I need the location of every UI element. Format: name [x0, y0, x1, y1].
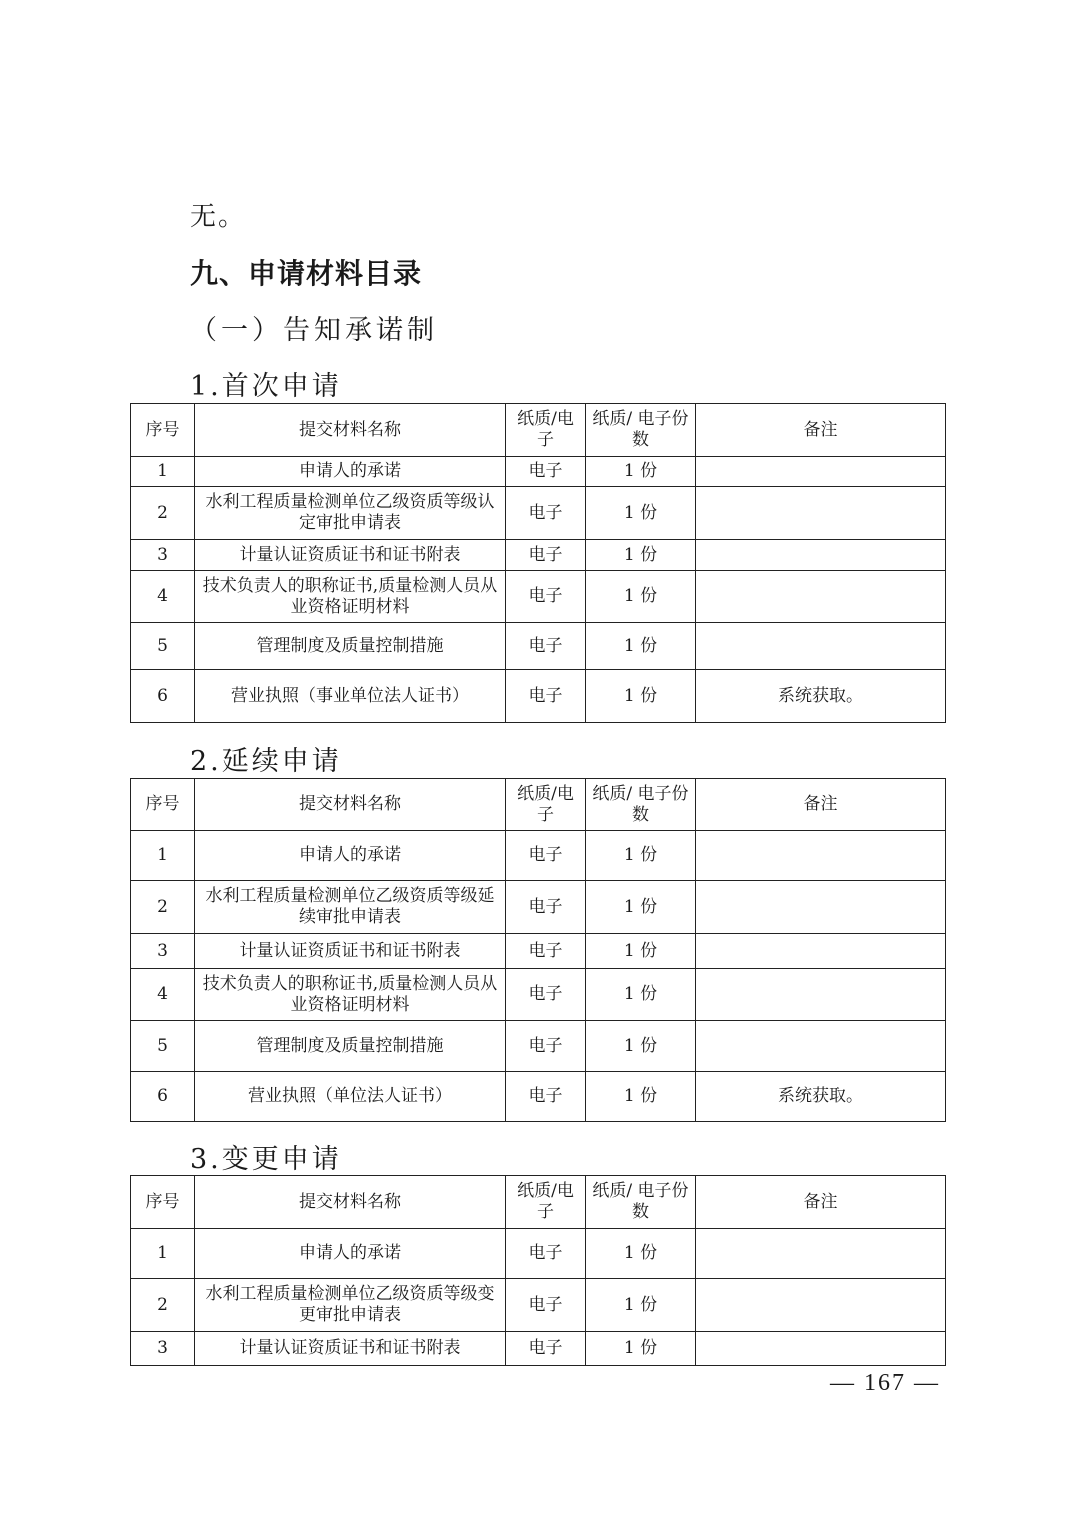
column-header: 提交材料名称 — [195, 1176, 506, 1229]
column-header: 备注 — [696, 779, 946, 831]
remark-cell — [696, 457, 946, 487]
materials-table-change — [130, 1175, 946, 1366]
format-cell: 电子 — [506, 487, 586, 540]
format-cell: 电子 — [506, 1332, 586, 1366]
subsection-heading: （一）告知承诺制 — [190, 315, 438, 346]
copies-cell: 1 份 — [586, 1332, 696, 1366]
seq-cell: 2 — [131, 881, 195, 934]
material-name-cell: 水利工程质量检测单位乙级资质等级认定审批申请表 — [195, 487, 506, 540]
seq-cell: 3 — [131, 1332, 195, 1366]
column-header: 纸质/ 电子份数 — [586, 404, 696, 457]
column-header: 序号 — [131, 779, 195, 831]
format-cell: 电子 — [506, 540, 586, 571]
format-cell: 电子 — [506, 1279, 586, 1332]
material-name-cell: 技术负责人的职称证书,质量检测人员从业资格证明材料 — [195, 571, 506, 623]
seq-cell: 3 — [131, 540, 195, 571]
remark-cell — [696, 540, 946, 571]
format-cell: 电子 — [506, 571, 586, 623]
seq-cell: 4 — [131, 571, 195, 623]
column-header: 提交材料名称 — [195, 404, 506, 457]
table-row — [131, 457, 946, 487]
table-row — [131, 934, 946, 969]
format-cell: 电子 — [506, 670, 586, 723]
column-header: 纸质/电子 — [506, 779, 586, 831]
table-row — [131, 487, 946, 540]
column-header: 纸质/ 电子份数 — [586, 779, 696, 831]
copies-cell: 1 份 — [586, 881, 696, 934]
remark-cell — [696, 623, 946, 670]
column-header: 纸质/电子 — [506, 1176, 586, 1229]
page-number: — 167 — — [830, 1370, 940, 1396]
copies-cell: 1 份 — [586, 1021, 696, 1072]
copies-cell: 1 份 — [586, 969, 696, 1021]
table-row — [131, 670, 946, 723]
column-header: 序号 — [131, 404, 195, 457]
column-header: 提交材料名称 — [195, 779, 506, 831]
format-cell: 电子 — [506, 831, 586, 881]
materials-table-renewal — [130, 778, 946, 1122]
table-row — [131, 1279, 946, 1332]
material-name-cell: 水利工程质量检测单位乙级资质等级变更审批申请表 — [195, 1279, 506, 1332]
material-name-cell: 营业执照（事业单位法人证书） — [195, 670, 506, 723]
table-row — [131, 1021, 946, 1072]
copies-cell: 1 份 — [586, 934, 696, 969]
remark-cell: 系统获取。 — [696, 1072, 946, 1122]
format-cell: 电子 — [506, 1021, 586, 1072]
format-cell: 电子 — [506, 457, 586, 487]
material-name-cell: 计量认证资质证书和证书附表 — [195, 540, 506, 571]
copies-cell: 1 份 — [586, 1229, 696, 1279]
remark-cell: 系统获取。 — [696, 670, 946, 723]
copies-cell: 1 份 — [586, 670, 696, 723]
column-header: 纸质/ 电子份数 — [586, 1176, 696, 1229]
material-name-cell: 管理制度及质量控制措施 — [195, 1021, 506, 1072]
table-header-row — [131, 404, 946, 457]
seq-cell: 5 — [131, 1021, 195, 1072]
seq-cell: 6 — [131, 1072, 195, 1122]
table-header-row — [131, 779, 946, 831]
material-name-cell: 申请人的承诺 — [195, 457, 506, 487]
table-row — [131, 831, 946, 881]
table-title-renewal: 2.延续申请 — [190, 746, 342, 777]
table-row — [131, 881, 946, 934]
column-header: 纸质/电子 — [506, 404, 586, 457]
table-title-first: 1.首次申请 — [190, 371, 342, 402]
table-row — [131, 969, 946, 1021]
copies-cell: 1 份 — [586, 540, 696, 571]
remark-cell — [696, 969, 946, 1021]
copies-cell: 1 份 — [586, 1279, 696, 1332]
seq-cell: 5 — [131, 623, 195, 670]
table-row — [131, 623, 946, 670]
material-name-cell: 申请人的承诺 — [195, 1229, 506, 1279]
seq-cell: 1 — [131, 1229, 195, 1279]
seq-cell: 6 — [131, 670, 195, 723]
remark-cell — [696, 1332, 946, 1366]
format-cell: 电子 — [506, 881, 586, 934]
copies-cell: 1 份 — [586, 457, 696, 487]
remark-cell — [696, 881, 946, 934]
materials-table-first — [130, 403, 946, 723]
format-cell: 电子 — [506, 1072, 586, 1122]
table-row — [131, 1332, 946, 1366]
seq-cell: 2 — [131, 1279, 195, 1332]
material-name-cell: 管理制度及质量控制措施 — [195, 623, 506, 670]
seq-cell: 3 — [131, 934, 195, 969]
material-name-cell: 营业执照（单位法人证书） — [195, 1072, 506, 1122]
material-name-cell: 申请人的承诺 — [195, 831, 506, 881]
material-name-cell: 计量认证资质证书和证书附表 — [195, 934, 506, 969]
seq-cell: 2 — [131, 487, 195, 540]
copies-cell: 1 份 — [586, 1072, 696, 1122]
section-heading: 九、申请材料目录 — [190, 257, 423, 290]
format-cell: 电子 — [506, 623, 586, 670]
material-name-cell: 计量认证资质证书和证书附表 — [195, 1332, 506, 1366]
column-header: 序号 — [131, 1176, 195, 1229]
remark-cell — [696, 1021, 946, 1072]
table-row — [131, 1229, 946, 1279]
seq-cell: 1 — [131, 831, 195, 881]
table-title-change: 3.变更申请 — [190, 1144, 342, 1175]
remark-cell — [696, 1229, 946, 1279]
column-header: 备注 — [696, 404, 946, 457]
copies-cell: 1 份 — [586, 571, 696, 623]
table-row — [131, 1072, 946, 1122]
copies-cell: 1 份 — [586, 623, 696, 670]
format-cell: 电子 — [506, 1229, 586, 1279]
intro-text: 无。 — [190, 202, 247, 232]
seq-cell: 4 — [131, 969, 195, 1021]
remark-cell — [696, 831, 946, 881]
table-row — [131, 540, 946, 571]
material-name-cell: 水利工程质量检测单位乙级资质等级延续审批申请表 — [195, 881, 506, 934]
remark-cell — [696, 487, 946, 540]
table-row — [131, 571, 946, 623]
copies-cell: 1 份 — [586, 487, 696, 540]
remark-cell — [696, 934, 946, 969]
table-header-row — [131, 1176, 946, 1229]
remark-cell — [696, 1279, 946, 1332]
seq-cell: 1 — [131, 457, 195, 487]
format-cell: 电子 — [506, 934, 586, 969]
column-header: 备注 — [696, 1176, 946, 1229]
remark-cell — [696, 571, 946, 623]
copies-cell: 1 份 — [586, 831, 696, 881]
material-name-cell: 技术负责人的职称证书,质量检测人员从业资格证明材料 — [195, 969, 506, 1021]
format-cell: 电子 — [506, 969, 586, 1021]
